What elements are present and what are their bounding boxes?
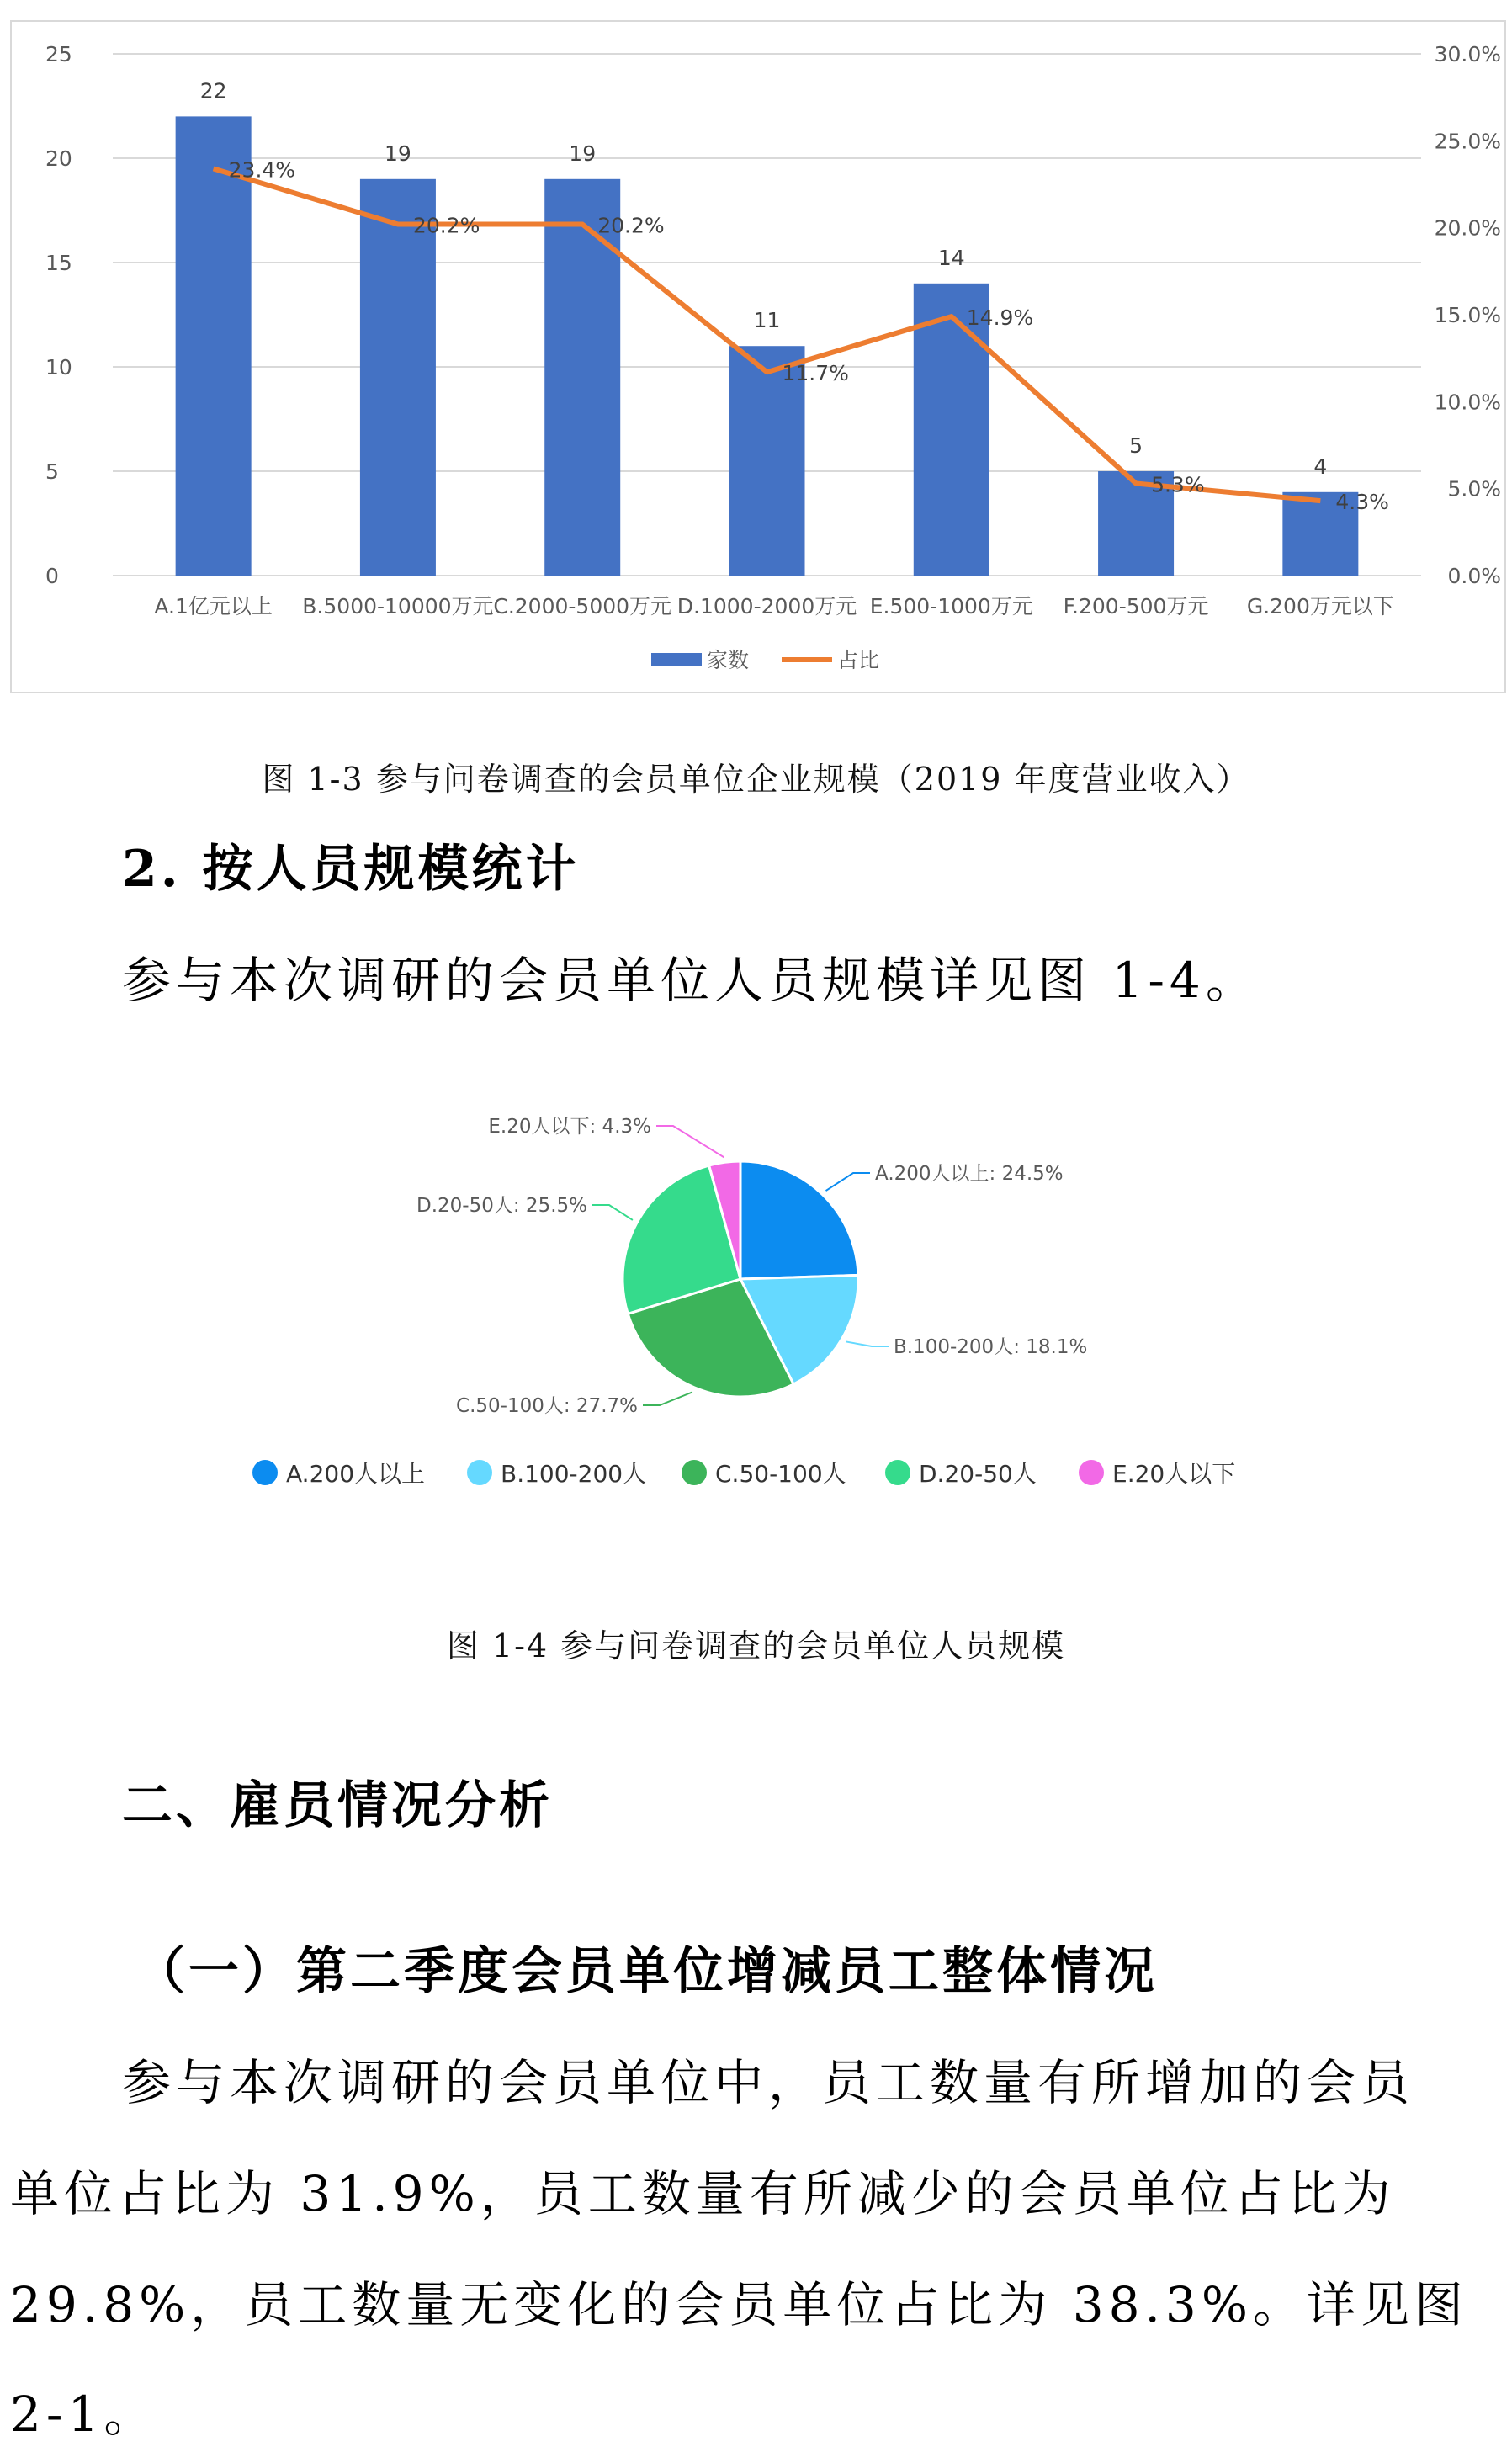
legend-label-bar: 家数 [707,648,750,672]
pie-leader-line [826,1173,870,1191]
x-category-label: A.1亿元以上 [154,594,273,618]
paragraph-line-4: 2-1。 [10,2386,158,2443]
y-right-tick-label: 15.0% [1434,303,1501,327]
pie-slice-label: B.100-200人: 18.1% [894,1336,1088,1358]
combo-chart-svg [12,22,1508,695]
bar-value-label: 22 [199,78,227,104]
x-category-label: B.5000-10000万元 [302,594,494,618]
legend-swatch-bar [651,653,702,666]
pie-legend-item [467,1456,646,1489]
legend-dot [252,1460,278,1485]
bar-3 [544,179,620,576]
paragraph-line-2: 单位占比为 31.9%，员工数量有所减少的会员单位占比为 [10,2165,1396,2222]
pie-leader-line [592,1205,633,1220]
y-left-tick-label: 25 [45,42,72,66]
pie-slice-label: D.20-50人: 25.5% [416,1195,587,1217]
paragraph-line-3: 29.8%，员工数量无变化的会员单位占比为 38.3%。详见图 [10,2276,1468,2333]
legend-label: A.200人以上 [286,1460,426,1488]
y-left-tick-label: 0 [45,564,59,588]
bar-value-label: 4 [1313,454,1328,479]
y-left-tick-label: 20 [45,146,72,171]
bar-2 [360,179,436,576]
paragraph-line-1: 参与本次调研的会员单位中，员工数量有所增加的会员 [122,2054,1415,2111]
legend-dot [682,1460,707,1485]
pie-slice-1 [740,1161,858,1279]
y-left-tick-label: 5 [45,459,59,484]
pie-leader-line [643,1392,692,1405]
legend-dot [885,1460,910,1485]
y-right-tick-label: 30.0% [1434,42,1501,66]
bar-value-label: 11 [753,308,781,333]
pie-slice-label: C.50-100人: 27.7% [456,1395,638,1417]
pie-leader-line [846,1341,889,1346]
y-left-tick-label: 15 [45,251,72,275]
line-value-label: 14.9% [966,305,1034,331]
revenue-scale-chart [10,20,1506,693]
y-right-tick-label: 25.0% [1434,129,1501,154]
x-category-label: F.200-500万元 [1063,594,1209,618]
subsection-heading-q2-overall: （一）第二季度会员单位增减员工整体情况 [135,1942,1158,2001]
pie-legend-item [885,1456,1037,1489]
line-value-label: 11.7% [782,361,849,386]
pie-leader-line [656,1126,724,1157]
legend-label: E.20人以下 [1112,1460,1236,1488]
y-right-tick-label: 0.0% [1447,564,1501,588]
figure-caption-1-4: 图 1-4 参与问卷调查的会员单位人员规模 [446,1627,1066,1664]
x-category-label: E.500-1000万元 [869,594,1033,618]
bar-value-label: 14 [937,245,965,270]
pie-legend-item [252,1456,425,1489]
legend-label: B.100-200人 [501,1460,647,1488]
y-right-tick-label: 20.0% [1434,215,1501,241]
x-category-label: C.2000-5000万元 [493,594,672,618]
bar-1 [176,116,252,576]
line-value-label: 20.2% [597,213,665,238]
line-value-label: 23.4% [228,157,296,183]
pie-legend [0,1456,1512,1498]
legend-dot [467,1460,492,1485]
y-right-tick-label: 10.0% [1434,390,1501,415]
line-value-label: 4.3% [1335,490,1389,515]
section-heading-staff-scale: 2. 按人员规模统计 [122,840,580,899]
line-value-label: 20.2% [412,213,480,238]
bar-value-label: 5 [1129,433,1143,458]
x-category-label: G.200万元以下 [1246,594,1394,618]
legend-label: C.50-100人 [715,1460,846,1488]
pie-slice-label: A.200人以上: 24.5% [875,1163,1064,1185]
bar-value-label: 19 [569,141,597,166]
x-category-label: D.1000-2000万元 [676,594,857,618]
chapter-heading-employee-analysis: 二、雇员情况分析 [122,1776,553,1835]
pie-slice-label: E.20人以下: 4.3% [488,1116,651,1138]
pie-legend-item [682,1456,846,1489]
figure-caption-1-3: 图 1-3 参与问卷调查的会员单位企业规模（2019 年度营业收入） [262,761,1250,798]
legend-label: D.20-50人 [919,1460,1037,1488]
legend-label-line: 占比 [837,648,880,672]
line-value-label: 5.3% [1151,472,1205,497]
paragraph-staff-scale: 参与本次调研的会员单位人员规模详见图 1-4。 [122,952,1260,1009]
y-right-tick-label: 5.0% [1447,476,1501,502]
y-left-tick-label: 10 [45,355,72,380]
pie-legend-item [1079,1456,1235,1489]
legend-dot [1079,1460,1104,1485]
bar-value-label: 19 [385,141,411,166]
